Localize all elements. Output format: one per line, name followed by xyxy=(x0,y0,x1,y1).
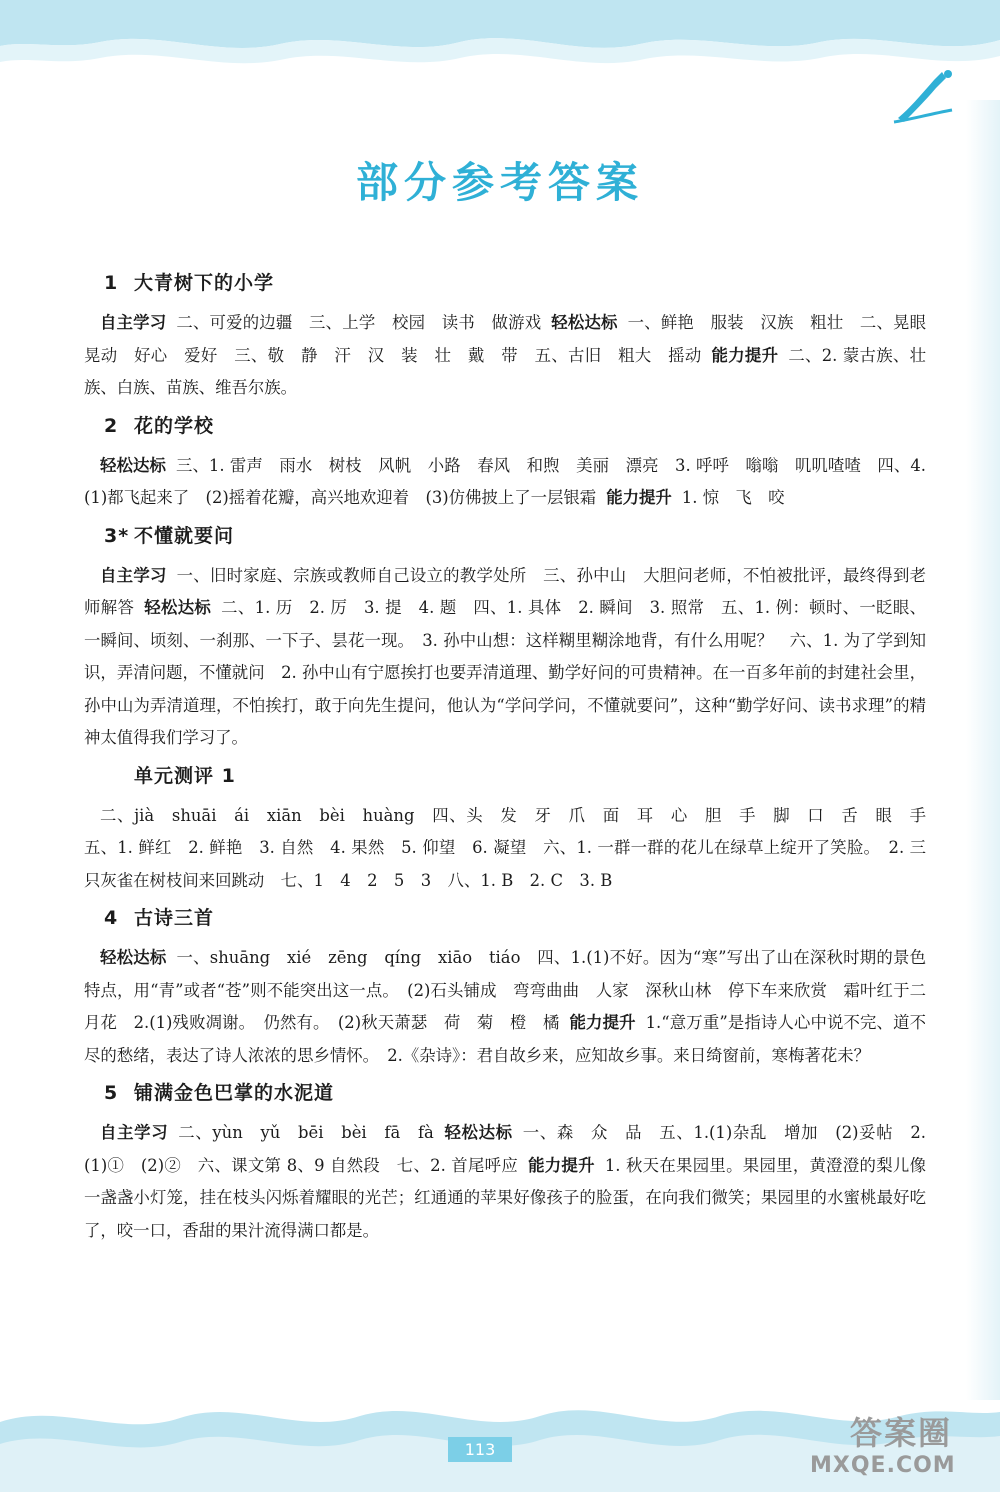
section-tag: 轻松达标 xyxy=(100,948,167,967)
top-wave-decoration xyxy=(0,0,1000,120)
answer-text: 二、可爱的边疆 三、上学 校园 读书 做游戏 xyxy=(176,313,542,332)
lesson-title xyxy=(104,903,926,930)
answer-text: 三、1. 雷声 雨水 树枝 风帆 小路 春风 和煦 美丽 漂亮 3. 呼呼 嗡嗡 叽叽喳喳 四、4.(1)都飞起来了 (2)摇着花瓣，高兴地欢迎着 (3)仿佛披上了一层银霜 xyxy=(84,455,926,507)
section-tag: 轻松达标 xyxy=(551,313,618,332)
lesson-number: 2 xyxy=(104,414,119,437)
answer-paragraph xyxy=(84,450,926,515)
answer-paragraph xyxy=(84,1117,926,1247)
lesson-title-text: 铺满金色巴掌的水泥道 xyxy=(134,1082,335,1104)
section-tag: 轻松达标 xyxy=(144,598,212,617)
answer-text: 一、旧时家庭、宗族或教师自己设立的教学处所 三、孙中山 大胆问老师，不怕被批评，最终得到老师解答 xyxy=(84,565,927,617)
section-tag: 能力提升 xyxy=(528,1155,595,1175)
answer-text: 1. 惊 飞 咬 xyxy=(681,488,785,507)
lesson-block xyxy=(84,1078,926,1247)
lesson-title-text: 不懂就要问 xyxy=(134,524,235,547)
answer-content xyxy=(84,268,943,1253)
lesson-title-text: 花的学校 xyxy=(134,414,215,437)
section-tag: 自主学习 xyxy=(100,313,167,332)
lesson-number: 3* xyxy=(104,524,130,547)
answer-paragraph xyxy=(84,307,943,405)
section-tag: 能力提升 xyxy=(569,1013,636,1032)
watermark-sub-text: MXQE.COM xyxy=(810,1453,956,1478)
watermark-main-text: 答案圈 xyxy=(850,1414,953,1452)
section-tag: 轻松达标 xyxy=(100,455,166,475)
answer-text: 二、jià shuāi ái xiān bèi huàng 四、头 发 牙 爪 面 耳 心 胆 手 脚 口 舌 眼 手 五、1. 鲜红 2. 鲜艳 3. 自然 4. 果然 5. 仰望 6. 凝望 六、1. 一群一群的花儿在绿草上绽开了笑脸。 2. 三只灰雀在树枝间来回跳动 七、1 4 2 5 3 八、1. B 2. C 3. B xyxy=(84,805,943,890)
watermark-logo xyxy=(810,1408,990,1478)
answer-text: 二、2. 蒙古族、壮族、白族、苗族、维吾尔族。 xyxy=(84,345,926,397)
lesson-block xyxy=(84,521,926,755)
lesson-title xyxy=(104,761,926,788)
lesson-title-text: 单元测评 1 xyxy=(134,764,236,787)
answer-text: 一、shuāng xié zēng qíng xiāo tiáo 四、1.(1)不好。因为“寒”写出了山在深秋时期的景色特点，用“青”或者“苍”则不能突出这一点。 (2)石头铺成 弯弯曲曲 人家 深秋山林 停下车来欣赏 霜叶红于二月花 2.(1)残败凋谢。 仍然有。 (2)秋天萧瑟 荷 菊 橙 橘 xyxy=(84,948,927,1032)
lesson-title-text: 大青树下的小学 xyxy=(134,272,275,294)
lesson-number: 1 xyxy=(104,272,119,294)
answer-paragraph xyxy=(84,560,926,755)
section-tag: 自主学习 xyxy=(100,565,167,585)
page-title: 部分参考答案 xyxy=(355,158,644,207)
lesson-title xyxy=(104,521,926,548)
lesson-number: 5 xyxy=(104,1082,119,1104)
lesson-block xyxy=(84,411,926,515)
page-number: 113 xyxy=(448,1437,512,1462)
lesson-title xyxy=(104,411,926,438)
lesson-title xyxy=(104,1078,926,1105)
lesson-block xyxy=(84,761,943,898)
answer-text: 一、森 众 品 五、1.(1)杂乱 增加 (2)妥帖 2.(1)① (2)② 六、课文第 8、9 自然段 七、2. 首尾呼应 xyxy=(84,1123,927,1175)
lesson-number: 4 xyxy=(104,907,119,929)
side-decoration-strip xyxy=(966,100,1000,1400)
pen-logo-icon xyxy=(890,66,960,126)
answer-text: 1. 秋天在果园里。果园里，黄澄澄的梨儿像一盏盏小灯笼，挂在枝头闪烁着耀眼的光芒；红通通的苹果好像孩子的脸蛋，在向我们微笑；果园里的水蜜桃最好吃了，咬一口，香甜的果汁流得满口都是。 xyxy=(84,1155,927,1240)
section-tag: 轻松达标 xyxy=(443,1123,513,1142)
answer-text: 一、鲜艳 服装 汉族 粗壮 二、晃眼 晃动 好心 爱好 三、敬 静 汗 汉 装 壮 戴 带 五、古旧 粗大 摇动 xyxy=(84,313,943,365)
answer-text: 二、yùn yǔ bēi bèi fā fà xyxy=(178,1123,434,1142)
lesson-title-text: 古诗三首 xyxy=(134,907,215,929)
section-tag: 自主学习 xyxy=(100,1123,169,1142)
answer-text: 二、1. 历 2. 厉 3. 提 4. 题 四、1. 具体 2. 瞬间 3. 照常 五、1. 例：顿时、一眨眼、一瞬间、顷刻、一刹那、一下子、昙花一现。 3. 孙中山想：这样糊里糊涂地背，有什么用呢？ 六、1. 为了学到知识，弄清问题，不懂就问 2. 孙中山有宁愿挨打也要弄清道理、勤学好问的可贵精神。在一百多年前的封建社会里，孙中山为弄清道理，不怕挨打，敢于向先生提问，他认为“学问学问，不懂就要问”，这种“勤学好问、读书求理”的精神太值得我们学习了。 xyxy=(84,598,926,747)
section-tag: 能力提升 xyxy=(711,345,779,365)
answer-paragraph xyxy=(84,800,943,898)
lesson-block xyxy=(84,268,943,405)
lesson-title xyxy=(104,268,926,295)
answer-text: 1.“意万重”是指诗人心中说不完、道不尽的愁绪，表达了诗人浓浓的思乡情怀。 2.《杂诗》：君自故乡来，应知故乡事。来日绮窗前，寒梅著花未？ xyxy=(84,1013,926,1065)
lesson-block xyxy=(84,903,926,1072)
section-tag: 能力提升 xyxy=(606,488,672,507)
answer-paragraph xyxy=(84,942,926,1072)
